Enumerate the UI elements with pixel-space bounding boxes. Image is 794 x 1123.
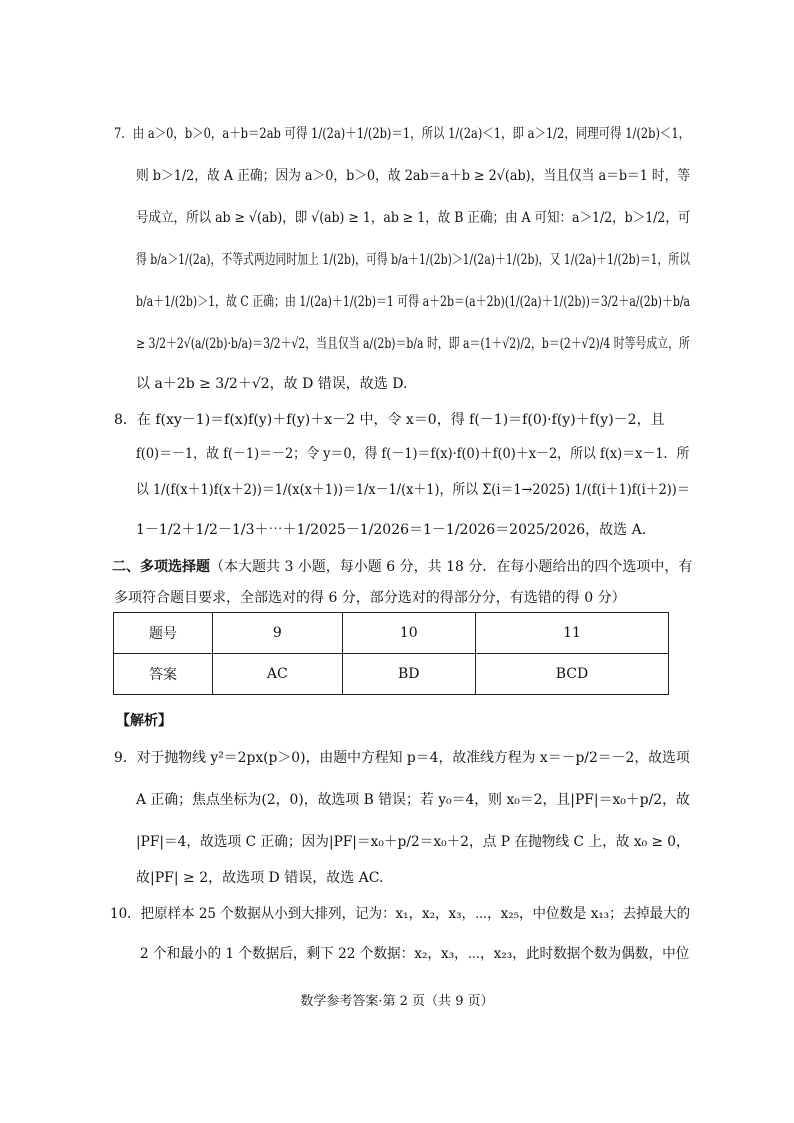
- q8-line-4: 1－1/2＋1/2－1/3＋⋯＋1/2025－1/2026＝1－1/2026＝2025/2026，故选 A.: [136, 522, 647, 538]
- q7-line-6: ≥ 3/2＋2√(a/(2b)·b/a)＝3/2＋√2，当且仅当 a/(2b)＝b/a 时，即 a＝(1＋√2)/2，b＝(2＋√2)/4 时等号成立，所: [136, 336, 690, 352]
- section-2-desc-1: （本大题共 3 小题，每小题 6 分，共 18 分．在每小题给出的四个选项中，有: [210, 559, 693, 575]
- analysis-label: 【解析】: [116, 713, 172, 729]
- q7-line-5: b/a＋1/(2b)＞1，故 C 正确；由 1/(2a)＋1/(2b)＝1 可得 a＋2b＝(a＋2b)(1/(2a)＋1/(2b))＝3/2＋a/(2b)＋b/a: [136, 294, 691, 310]
- q9-line-1: 9．对于抛物线 y²＝2px(p＞0)，由题中方程知 p＝4，故准线方程为 x＝－p/2＝－2，故选项: [114, 750, 690, 766]
- q9-line-4: 故|PF| ≥ 2，故选项 D 错误，故选 AC.: [136, 870, 384, 886]
- table-cell-answer: BD: [342, 654, 475, 695]
- section-2-title: 二、多项选择题: [112, 559, 210, 575]
- table-header-number: 题号: [114, 613, 213, 654]
- table-row: [114, 613, 669, 654]
- q8-line-3: 以 1/(f(x＋1)f(x＋2))＝1/(x(x＋1))＝1/x－1/(x＋1)，所以 Σ(i＝1→2025) 1/(f(i＋1)f(i＋2))＝: [136, 482, 690, 498]
- q7-line-1: 7．由 a＞0，b＞0，a＋b＝2ab 可得 1/(2a)＋1/(2b)＝1，所以 1/(2a)＜1，即 a＞1/2，同理可得 1/(2b)＜1，: [114, 126, 691, 142]
- table-row: [114, 654, 669, 695]
- q7-line-2: 则 b＞1/2，故 A 正确；因为 a＞0，b＞0，故 2ab＝a＋b ≥ 2√(ab)，当且仅当 a＝b＝1 时，等: [136, 168, 691, 184]
- table-cell-number: 9: [213, 613, 343, 654]
- q8-line-1: 8．在 f(xy－1)＝f(x)f(y)＋f(y)＋x－2 中，令 x＝0，得 f(－1)＝f(0)·f(y)＋f(y)－2，且: [114, 412, 665, 428]
- q7-line-4: 得 b/a＞1/(2a)，不等式两边同时加上 1/(2b)，可得 b/a＋1/(2b)＞1/(2a)＋1/(2b)，又 1/(2a)＋1/(2b)＝1，所以: [136, 252, 691, 268]
- table-cell-answer: BCD: [475, 654, 668, 695]
- table-header-answer: 答案: [114, 654, 213, 695]
- section-2-heading: [112, 556, 692, 576]
- q9-line-2: A 正确；焦点坐标为(2，0)，故选项 B 错误；若 y₀＝4，则 x₀＝2，且|PF|＝x₀＋p/2，故: [136, 792, 690, 808]
- q10-line-1: 10．把原样本 25 个数据从小到大排列，记为：x₁，x₂，x₃，⋯，x₂₅，中位数是 x₁₃；去掉最大的: [110, 906, 691, 922]
- q10-line-2: 2 个和最小的 1 个数据后，剩下 22 个数据：x₂，x₃，⋯，x₂₃，此时数据个数为偶数，中位: [140, 946, 690, 962]
- q9-line-3: |PF|＝4，故选项 C 正确；因为|PF|＝x₀＋p/2＝x₀＋2，点 P 在抛物线 C 上，故 x₀ ≥ 0，: [136, 834, 690, 850]
- q8-line-2: f(0)＝－1，故 f(－1)＝－2；令 y＝0，得 f(－1)＝f(x)·f(0)＋f(0)＋x－2，所以 f(x)＝x－1．所: [136, 446, 690, 462]
- q7-line-3: 号成立，所以 ab ≥ √(ab)，即 √(ab) ≥ 1，ab ≥ 1，故 B 正确；由 A 可知：a＞1/2，b＞1/2，可: [136, 210, 691, 226]
- table-cell-number: 10: [342, 613, 475, 654]
- answer-table: [113, 612, 669, 695]
- page-footer: 数学参考答案·第 2 页（共 9 页）: [300, 994, 494, 1009]
- table-cell-number: 11: [475, 613, 668, 654]
- q7-line-7: 以 a＋2b ≥ 3/2＋√2，故 D 错误，故选 D.: [136, 376, 408, 392]
- section-2-desc-2: 多项符合题目要求，全部选对的得 6 分，部分选对的得部分分，有选错的得 0 分）: [114, 590, 626, 606]
- table-cell-answer: AC: [213, 654, 343, 695]
